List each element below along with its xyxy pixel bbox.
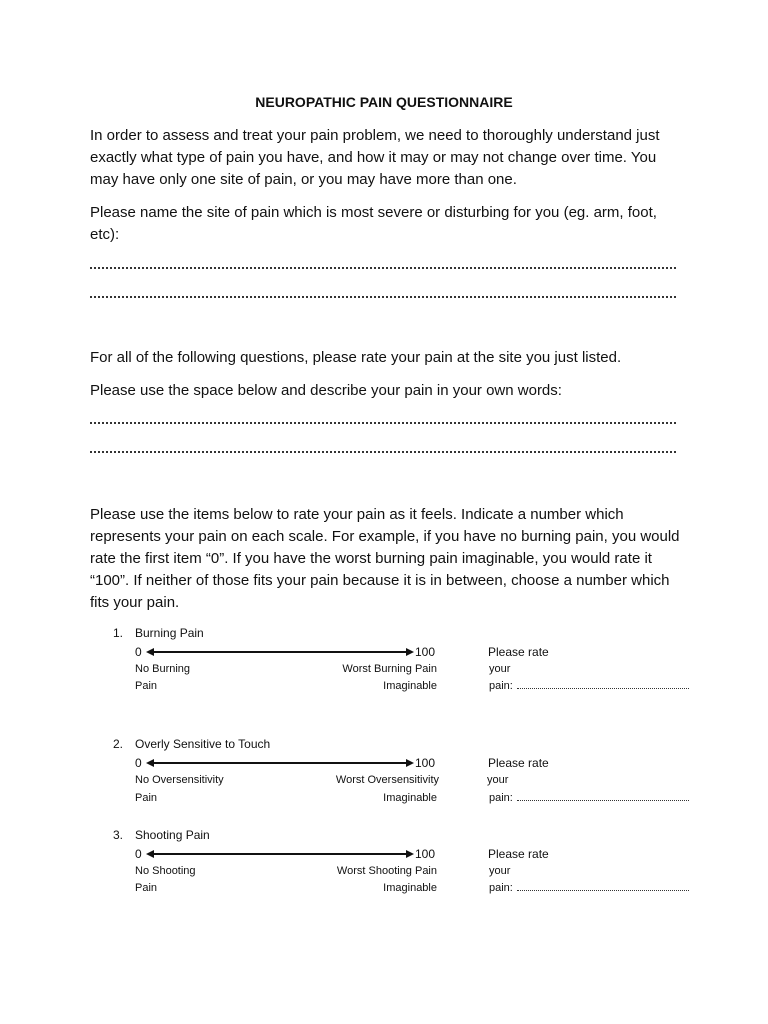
scale-right-label: Worst Shooting Pain xyxy=(336,865,437,877)
rate-site-text: For all of the following questions, please rate your pain at the site you just listed. xyxy=(90,349,622,366)
item-title: Burning Pain xyxy=(135,626,204,640)
scale-arrow xyxy=(146,848,414,860)
describe-answer-line-2[interactable] xyxy=(90,451,676,453)
rate-label: pain: xyxy=(489,680,513,692)
describe-prompt: Please use the space below and describe your pain in your own words: xyxy=(90,382,562,399)
instructions-paragraph: Please use the items below to rate your pain as it feels. Indicate a number which represents your pain on each scale. For example, if you have no burning pain, you would rate the first item “0”. If you have the worst burning pain imaginable, you would rate it “100”. If neither of those fits your pain because it is in between, choose a number which fits your pain. xyxy=(90,506,680,611)
scale-left-label: No Oversensitivity xyxy=(135,774,224,786)
scale-arrow xyxy=(146,646,414,658)
rate-label: pain: xyxy=(489,882,513,894)
rate-label: Please rate xyxy=(488,847,549,861)
scale-left-label: Pain xyxy=(135,882,158,894)
intro-paragraph: In order to assess and treat your pain problem, we need to thoroughly understand just exactly what type of pain you have, and how it may or may not change over time. You may have only one site of pain, or you may have more than one. xyxy=(90,127,660,188)
scale-right-label: Worst Burning Pain xyxy=(342,663,437,675)
scale-left-label: Pain xyxy=(135,680,158,692)
rate-field[interactable] xyxy=(489,882,689,894)
item-title: Shooting Pain xyxy=(135,828,210,842)
site-answer-line-2[interactable] xyxy=(90,296,676,298)
rate-answer-line[interactable] xyxy=(517,688,689,689)
page-title: NEUROPATHIC PAIN QUESTIONNAIRE xyxy=(255,94,513,110)
rate-field[interactable] xyxy=(489,792,689,804)
rate-answer-line[interactable] xyxy=(517,800,689,801)
describe-answer-line-1[interactable] xyxy=(90,422,676,424)
scale-right-label: Imaginable xyxy=(383,882,437,894)
item-number: 1. xyxy=(113,626,124,640)
rate-answer-line[interactable] xyxy=(517,890,689,891)
scale-max-label: 100 xyxy=(415,847,436,861)
scale-max-label: 100 xyxy=(415,756,436,770)
rate-label: your xyxy=(489,865,511,877)
scale-right-label: Imaginable xyxy=(383,792,437,804)
scale-left-label: Pain xyxy=(135,792,158,804)
rate-label: pain: xyxy=(489,792,513,804)
rate-label: your xyxy=(487,774,509,786)
rate-label: Please rate xyxy=(488,645,549,659)
scale-arrow xyxy=(146,757,414,769)
scale-right-label: Worst Oversensitivity xyxy=(335,774,439,786)
scale-max-label: 100 xyxy=(415,645,436,659)
scale-min-label: 0 xyxy=(135,847,142,861)
scale-left-label: No Burning xyxy=(135,663,191,675)
scale-min-label: 0 xyxy=(135,645,142,659)
item-title: Overly Sensitive to Touch xyxy=(135,737,271,751)
scale-left-label: No Shooting xyxy=(135,865,196,877)
scale-min-label: 0 xyxy=(135,756,142,770)
site-answer-line-1[interactable] xyxy=(90,267,676,269)
item-number: 3. xyxy=(113,828,124,842)
rate-label: Please rate xyxy=(488,756,549,770)
item-number: 2. xyxy=(113,737,124,751)
rate-label: your xyxy=(489,663,511,675)
scale-right-label: Imaginable xyxy=(383,680,437,692)
site-prompt: Please name the site of pain which is most severe or disturbing for you (eg. arm, foot, etc): xyxy=(90,204,657,243)
rate-field[interactable] xyxy=(489,680,689,692)
